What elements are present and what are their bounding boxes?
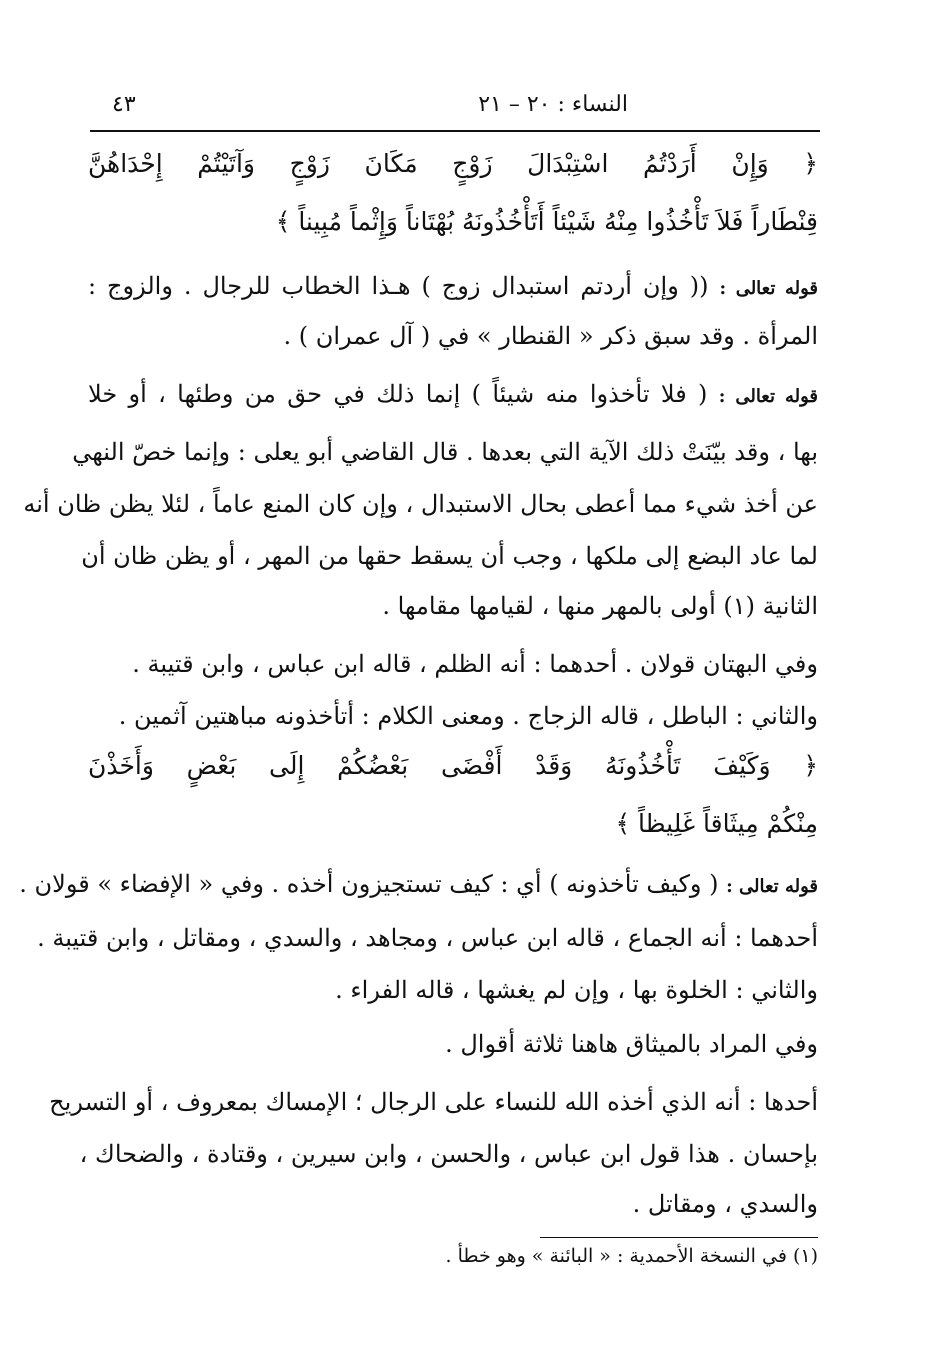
running-head: النساء : ٢٠ – ٢١ xyxy=(478,92,628,117)
page-header xyxy=(112,88,818,124)
commentary-text: ( فلا تأخذوا منه شيئاً ) إنما ذلك في حق من وطئها ، أو خلا xyxy=(88,380,708,408)
commentary-line: وفي البهتان قولان . أحدهما : أنه الظلم ، قاله ابن عباس ، وابن قتيبة . xyxy=(132,650,818,678)
header-rule xyxy=(90,130,820,132)
verse-line: ﴿ وَإِنْ أَرَدْتُمُ اسْتِبْدَالَ زَوْجٍ مَكَانَ زَوْجٍ وَآتَيْتُمْ إِحْدَاهُنَّ xyxy=(88,149,818,178)
commentary-text: (( وإن أردتم استبدال زوج ) هـذا الخطاب للرجال . والزوج : xyxy=(88,272,709,300)
commentary-line: بإحسان . هذا قول ابن عباس ، والحسن ، وابن سيرين ، وقتادة ، والضحاك ، xyxy=(79,1140,818,1168)
commentary-line: بها ، وقد بيّنَتْ ذلك الآية التي بعدها . قال القاضي أبو يعلى : وإنما خصّ النهي xyxy=(72,438,818,466)
verse-line: ﴿ وَكَيْفَ تَأْخُذُونَهُ وَقَدْ أَفْضَى بَعْضُكُمْ إِلَى بَعْضٍ وَأَخَذْنَ xyxy=(88,751,818,780)
commentary-line xyxy=(88,262,818,313)
commentary-line: والسدي ، ومقاتل . xyxy=(632,1190,818,1218)
footnote-rule xyxy=(540,1237,818,1238)
commentary-text: ( وكيف تأخذونه ) أي : كيف تستجيزون أخذه . وفي « الإفضاء » قولان . xyxy=(19,870,719,898)
verse-line: مِنْكُمْ مِيثَاقاً غَلِيظاً ﴾ xyxy=(615,809,818,838)
commentary-label: قوله تعالى : xyxy=(726,876,818,897)
page-number: ٤٣ xyxy=(112,92,136,117)
commentary-line: أحدها : أنه الذي أخذه الله للنساء على الرجال ؛ الإمساك بمعروف ، أو التسريح xyxy=(49,1088,818,1116)
commentary-line: الثانية (١) أولى بالمهر منها ، لقيامها مقامها . xyxy=(382,592,818,620)
commentary-line: عن أخذ شيء مما أعطى بحال الاستبدال ، وإن كان المنع عاماً ، لئلا يظن ظان أنه xyxy=(23,490,818,518)
commentary-line: المرأة . وقد سبق ذكر « القنطار » في ( آل عمران ) . xyxy=(283,322,818,350)
commentary-line xyxy=(19,860,818,911)
commentary-label: قوله تعالى : xyxy=(718,386,819,407)
commentary-line: أحدهما : أنه الجماع ، قاله ابن عباس ، ومجاهد ، والسدي ، ومقاتل ، وابن قتيبة . xyxy=(37,924,818,952)
commentary-line: والثاني : الخلوة بها ، وإن لم يغشها ، قاله الفراء . xyxy=(335,976,818,1004)
commentary-line: والثاني : الباطل ، قاله الزجاج . ومعنى الكلام : أتأخذونه مباهتين آثمين . xyxy=(118,702,818,730)
commentary-line: وفي المراد بالميثاق هاهنا ثلاثة أقوال . xyxy=(445,1030,818,1058)
commentary-line: لما عاد البضع إلى ملكها ، وجب أن يسقط حقها من المهر ، أو يظن ظان أن xyxy=(81,542,818,570)
commentary-label: قوله تعالى : xyxy=(719,278,818,299)
footnote: (١) في النسخة الأحمدية : « البائنة » وهو خطأ . xyxy=(445,1245,818,1267)
verse-line: قِنْطَاراً فَلاَ تَأْخُذُوا مِنْهُ شَيْئاً أَتَأْخُذُونَهُ بُهْتَاناً وَإِثْماً مُبِيناً ﴾ xyxy=(275,207,818,236)
commentary-line xyxy=(88,370,818,421)
